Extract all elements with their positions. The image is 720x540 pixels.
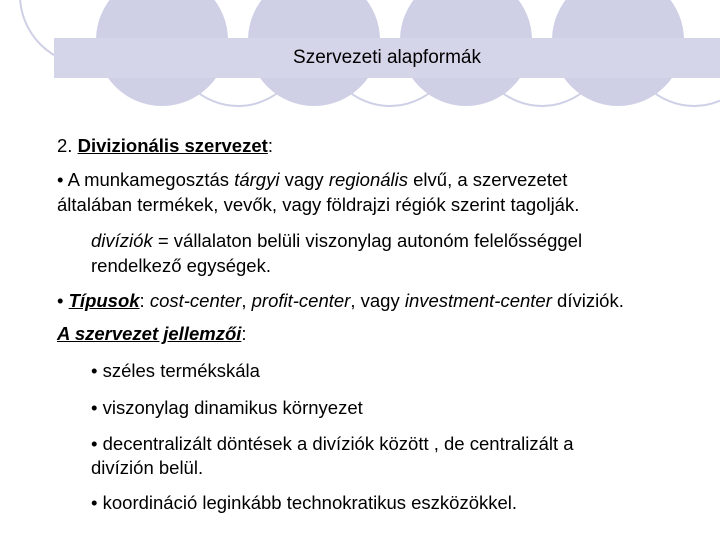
type-profit-center: profit-center	[251, 290, 351, 311]
bullet-marker: •	[57, 290, 69, 311]
text-segment: ,	[241, 290, 252, 311]
bullet-division-principle	[57, 168, 567, 192]
features-heading	[57, 322, 247, 346]
types-label: Típusok	[68, 290, 140, 311]
feature-item: • széles termékskála	[91, 360, 260, 381]
feature-item: • decentralizált döntések a divíziók között , de centralizált a	[91, 433, 574, 454]
text-segment: :	[139, 290, 150, 311]
bullet-types	[57, 289, 624, 313]
heading-number: 2.	[57, 135, 78, 156]
text-segment: , vagy	[350, 290, 405, 311]
definition-line	[91, 229, 582, 253]
feature-item: • koordináció leginkább technokratikus eszközökkel.	[91, 492, 518, 513]
features-label: A szervezet jellemzői	[57, 323, 242, 344]
type-cost-center: cost-center	[149, 290, 242, 311]
type-investment-center: investment-center	[404, 290, 552, 311]
text-segment: elvű, a szervezetet	[408, 169, 568, 190]
text-segment: díviziók.	[551, 290, 624, 311]
heading-suffix: :	[267, 135, 273, 156]
feature-item: • viszonylag dinamikus környezet	[91, 397, 363, 418]
text-segment: A munkamegosztás	[67, 169, 235, 190]
section-heading	[57, 134, 273, 158]
text-segment: :	[241, 323, 247, 344]
bullet-division-principle-line2: általában termékek, vevők, vagy földrajzi régiók szerint tagolják.	[57, 194, 580, 215]
definition-line2: rendelkező egységek.	[91, 255, 271, 276]
definition-term: divíziók	[91, 230, 153, 251]
slide-title: Szervezeti alapformák	[293, 47, 481, 68]
bullet-marker: •	[57, 169, 68, 190]
heading-name: Divizionális szervezet	[77, 135, 268, 156]
definition-text: = vállalaton belüli viszonylag autonóm felelősséggel	[152, 230, 583, 251]
text-segment: vagy	[279, 169, 329, 190]
italic-term: tárgyi	[234, 169, 280, 190]
feature-item-continuation: divízión belül.	[91, 457, 204, 478]
italic-term: regionális	[328, 169, 408, 190]
